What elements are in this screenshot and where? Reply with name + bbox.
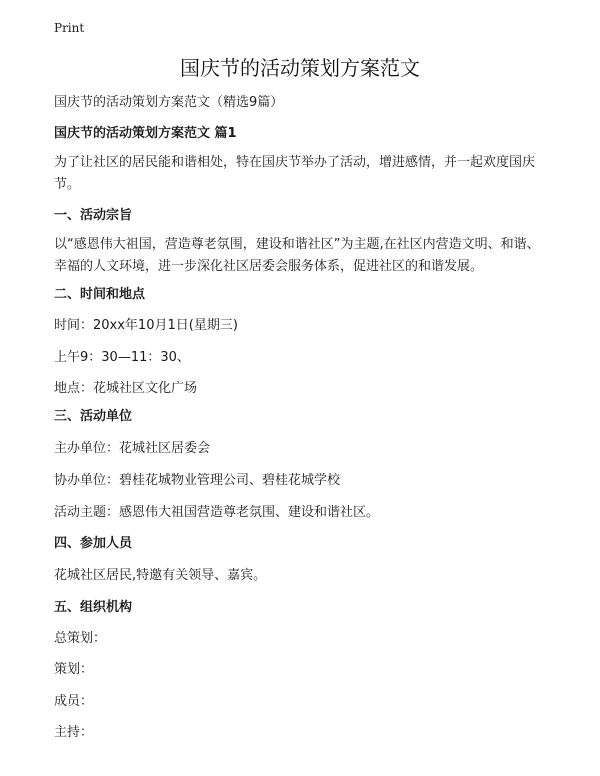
chief-planner: 总策划： — [54, 631, 107, 646]
purpose-paragraph: 以“感恩伟大祖国，营造尊老氛围，建设和谐社区”为主题,在社区内营造文明、和谐、幸福的人文环境，进一步深化社区居委会服务体系，促进社区的和谐发展。 — [54, 237, 540, 274]
host: 主持： — [54, 725, 94, 740]
intro-paragraph: 为了让社区的居民能和谐相处，特在国庆节举办了活动，增进感情，并一起欢度国庆节。 — [54, 155, 536, 192]
section-heading-time-place: 二、时间和地点 — [54, 287, 146, 302]
event-place: 地点：花城社区文化广场 — [54, 381, 198, 396]
members: 成员： — [54, 694, 94, 709]
document-subtitle: 国庆节的活动策划方案范文（精选9篇） — [54, 95, 284, 110]
participants-text: 花城社区居民,特邀有关领导、嘉宾。 — [54, 568, 267, 583]
planner: 策划： — [54, 662, 94, 677]
section-heading-participants: 四、参加人员 — [54, 536, 133, 551]
event-time: 时间：20xx年10月1日(星期三) — [54, 318, 238, 333]
event-theme: 活动主题：感恩伟大祖国营造尊老氛围、建设和谐社区。 — [54, 505, 380, 520]
section-heading-organizers: 三、活动单位 — [54, 409, 133, 424]
section-heading-organization: 五、组织机构 — [54, 600, 133, 615]
article-title: 国庆节的活动策划方案范文 篇1 — [54, 126, 237, 141]
print-link[interactable]: Print — [54, 21, 85, 35]
section-heading-purpose: 一、活动宗旨 — [54, 208, 133, 223]
page-title: 国庆节的活动策划方案范文 — [180, 56, 420, 80]
event-hours: 上午9：30—11：30、 — [54, 350, 190, 365]
co-organizer: 协办单位：碧桂花城物业管理公司、碧桂花城学校 — [54, 473, 341, 488]
host-organizer: 主办单位：花城社区居委会 — [54, 441, 211, 456]
